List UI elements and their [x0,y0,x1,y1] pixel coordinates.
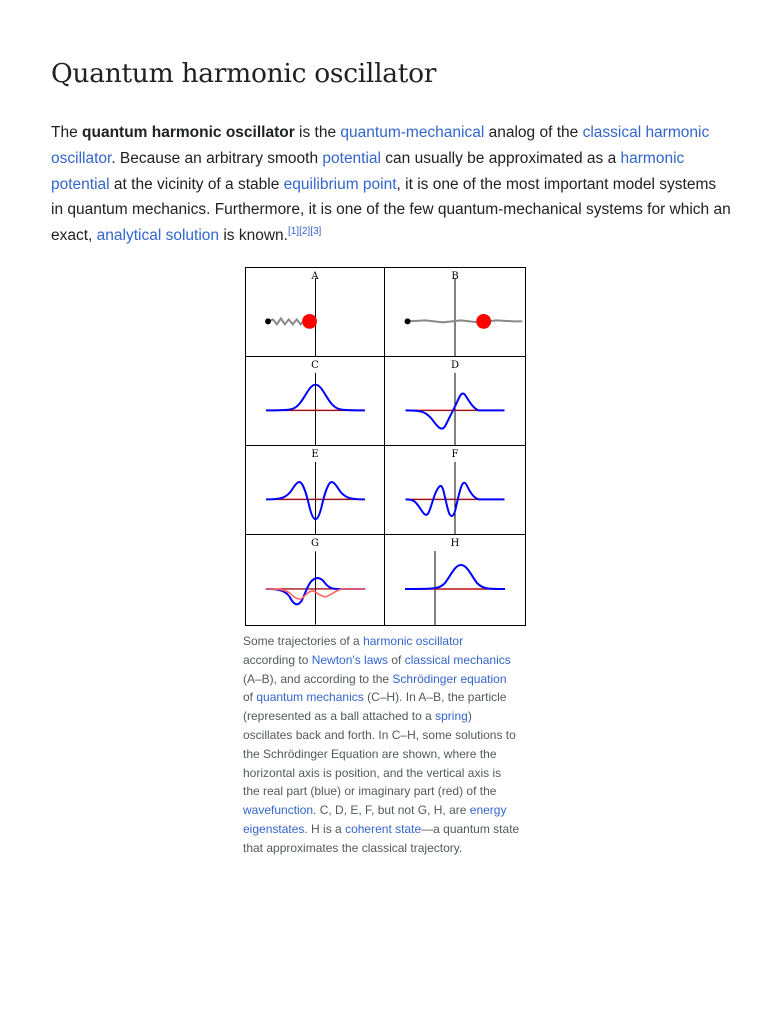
link-energy-eigenstates[interactable]: energy [469,803,507,818]
caption-line [243,651,533,670]
panel-e [246,446,385,535]
panel-f [385,446,525,535]
panel-label: G [311,538,319,549]
classical-oscillator-a [246,268,384,356]
panel-c [246,357,385,446]
intro-line-2 [51,146,723,172]
panel-a [246,268,385,357]
text: can usually be approximated as a [381,149,621,167]
text: of [388,652,405,667]
intro-line-5 [51,223,723,249]
text: analog of the [484,124,583,141]
link-classical-mechanics[interactable]: classical mechanics [404,652,511,667]
text: the real part (blue) or imaginary part (red) of the [243,784,497,799]
panel-label: C [311,360,319,371]
panel-label: D [450,360,460,371]
caption-line [243,764,533,783]
caption-line [243,726,533,745]
figure-caption [243,632,533,858]
citation-3[interactable]: [3] [310,226,322,238]
link-spring[interactable]: spring [435,709,468,724]
text: at the vicinity of a stable [109,175,284,193]
link-coherent-state[interactable]: coherent state [345,821,422,836]
intro-line-1 [51,120,723,146]
text: is known. [219,227,288,245]
text: , it is one of the most important model systems [396,175,717,193]
wavefunction-e [246,446,384,534]
caption-line [243,782,533,801]
text: (represented as a ball attached to a [243,709,436,724]
text: The [51,124,83,141]
wavefunction-g [246,535,384,625]
panel-label: E [311,449,319,460]
caption-line [243,820,533,839]
intro-line-4 [51,197,731,223]
text: —a quantum state [421,821,520,836]
wavefunction-d [385,357,525,445]
link-classical-harmonic-oscillator[interactable]: classical harmonic [582,124,710,141]
intro-paragraph [51,120,731,249]
panel-label: B [451,271,459,282]
text: the Schrödinger Equation are shown, where the [243,746,497,761]
panel-b [385,268,525,357]
caption-line [243,707,533,726]
wavefunction-f [385,446,525,534]
caption-line [243,801,533,820]
panel-label: H [450,538,460,549]
link-equilibrium-point[interactable]: equilibrium point [283,175,397,193]
text: oscillates back and forth. In C–H, some solutions to [243,727,516,742]
link-wavefunction[interactable]: wavefunction [243,803,314,818]
text: . H is a [304,821,346,836]
link-newtons-laws[interactable]: Newton's laws [311,652,389,667]
link-potential[interactable]: potential [322,149,381,167]
classical-oscillator-b [385,268,525,356]
link-energy-eigenstates-cont[interactable]: eigenstates [243,821,305,836]
wavefunction-c [246,357,384,445]
intro-line-3 [51,172,723,198]
panel-h [385,535,525,625]
oscillator-figure[interactable] [245,267,526,626]
text: Some trajectories of a [243,634,364,648]
panel-g [246,535,385,625]
text: horizontal axis is position, and the vertical axis is [243,765,502,780]
wavefunction-h [385,535,525,625]
text: that approximates the classical trajectory. [243,840,463,855]
text: (A–B), and according to the [243,671,393,686]
link-analytical-solution[interactable]: analytical solution [96,227,220,245]
caption-line [243,839,533,858]
bold-term: quantum harmonic oscillator [82,124,295,141]
text: (C–H). In A–B, the particle [363,690,507,705]
link-harmonic-potential-cont[interactable]: potential [51,175,110,193]
panel-label: A [311,271,319,282]
link-schrodinger-equation[interactable]: Schrödinger equation [392,671,507,686]
caption-line [243,688,533,707]
caption-line [243,745,533,764]
caption-line [243,632,533,651]
text: . C, D, E, F, but not G, H, are [313,803,470,818]
page-title: Quantum harmonic oscillator [51,58,437,89]
text: ) [467,709,472,724]
link-classical-harmonic-oscillator-cont[interactable]: oscillator [51,149,112,167]
citation-2[interactable]: [2] [299,226,311,238]
text: . Because an arbitrary smooth [111,149,323,167]
text: exact, [51,227,97,245]
text: of [243,690,257,705]
link-harmonic-oscillator[interactable]: harmonic oscillator [363,634,464,648]
text: is the [294,124,341,141]
link-quantum-mechanical[interactable]: quantum-mechanical [340,124,485,141]
text: in quantum mechanics. Furthermore, it is one of the few quantum-mechanical systems for which an [51,201,731,219]
text: according to [243,652,312,667]
link-quantum-mechanics[interactable]: quantum mechanics [256,690,364,705]
panel-d [385,357,525,446]
link-harmonic-potential[interactable]: harmonic [620,149,685,167]
citation-1[interactable]: [1] [287,226,300,238]
caption-line [243,670,533,689]
panel-label: F [451,449,459,460]
